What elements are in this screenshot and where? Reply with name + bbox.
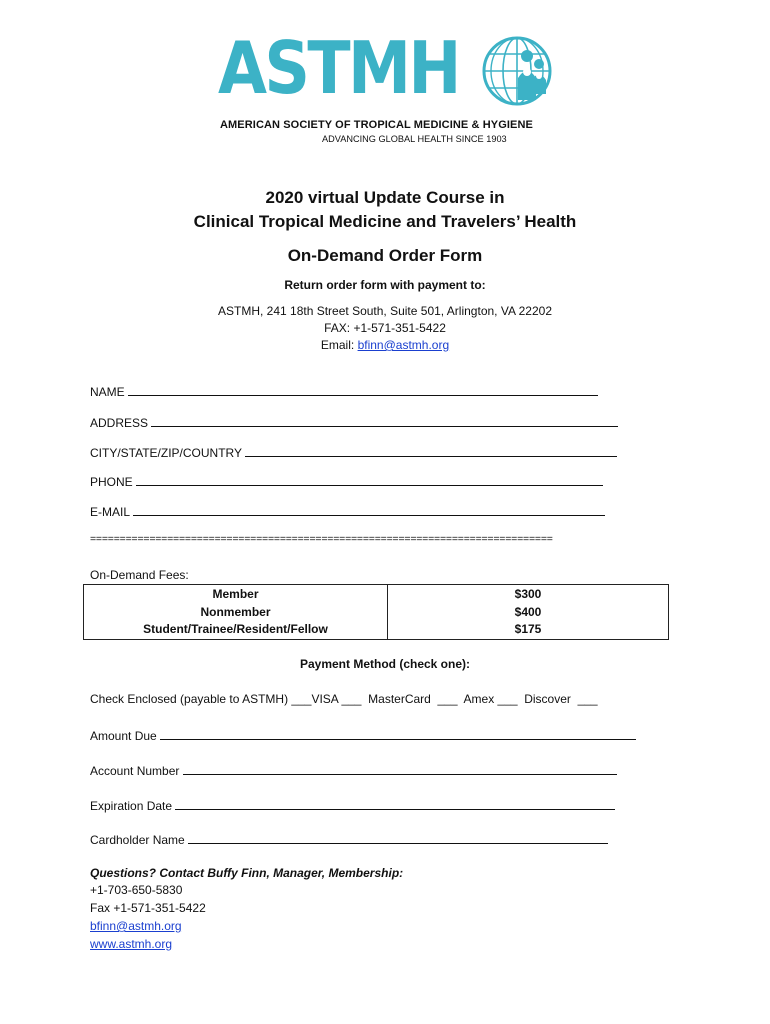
fees-table [83, 584, 669, 640]
contact-phone: +1-703-650-5830 [90, 883, 183, 897]
questions-contact: Questions? Contact Buffy Finn, Manager, Membership: [90, 866, 404, 880]
name-field[interactable] [90, 383, 598, 399]
expiration-date-line[interactable] [175, 797, 615, 810]
contact-fax: Fax +1-571-351-5422 [90, 901, 206, 915]
course-title-line2: Clinical Tropical Medicine and Travelers’ Health [193, 212, 577, 231]
phone-field[interactable] [90, 473, 603, 489]
email-link[interactable]: bfinn@astmh.org [357, 338, 450, 352]
cardholder-name-line[interactable] [188, 831, 608, 844]
email-field[interactable] [90, 503, 605, 519]
address-field[interactable] [90, 414, 618, 430]
return-label: Return order form with payment to: [284, 278, 486, 292]
email-prefix: Email: [320, 338, 358, 352]
amount-due-field[interactable] [90, 727, 636, 743]
logo-tagline: ADVANCING GLOBAL HEALTH SINCE 1903 [322, 134, 507, 144]
amount-due-label: Amount Due [90, 729, 157, 743]
account-number-line[interactable] [183, 762, 617, 775]
amount-due-line[interactable] [160, 727, 636, 740]
email-field-line[interactable] [133, 503, 605, 516]
globe-people-icon [480, 34, 554, 108]
fee-type-nonmember: Nonmember [200, 604, 271, 619]
fee-types-cell [84, 585, 388, 640]
contact-email-link[interactable]: bfinn@astmh.org [90, 919, 182, 933]
website-link[interactable]: www.astmh.org [90, 937, 173, 951]
expiration-date-field[interactable] [90, 797, 615, 813]
name-label: NAME [90, 385, 125, 399]
fee-type-member: Member [212, 587, 259, 601]
fees-label: On-Demand Fees: [90, 568, 189, 582]
address-line[interactable] [151, 414, 618, 427]
phone-label: PHONE [90, 475, 133, 489]
cardholder-name-label: Cardholder Name [90, 833, 185, 847]
astmh-logo [218, 26, 558, 146]
city-line[interactable] [245, 444, 617, 457]
email-field-label: E-MAIL [90, 505, 130, 519]
fee-price-member: $300 [514, 587, 542, 601]
course-title-line1: 2020 virtual Update Course in [265, 188, 505, 207]
fee-prices-cell [388, 585, 669, 640]
fax-number: FAX: +1-571-351-5422 [324, 321, 446, 335]
separator-line: ============================================================================== [90, 533, 553, 545]
fee-type-student: Student/Trainee/Resident/Fellow [143, 622, 328, 636]
cardholder-name-field[interactable] [90, 831, 608, 847]
payment-options[interactable]: Check Enclosed (payable to ASTMH) ___VISA ___ MasterCard ___ Amex ___ Discover ___ [90, 692, 598, 706]
name-line[interactable] [128, 383, 598, 396]
email-line [0, 338, 770, 352]
city-label: CITY/STATE/ZIP/COUNTRY [90, 446, 242, 460]
city-field[interactable] [90, 444, 617, 460]
mailing-address: ASTMH, 241 18th Street South, Suite 501, Arlington, VA 22202 [218, 304, 552, 318]
account-number-field[interactable] [90, 762, 617, 778]
fee-price-nonmember: $400 [514, 604, 542, 619]
account-number-label: Account Number [90, 764, 180, 778]
expiration-date-label: Expiration Date [90, 799, 173, 813]
fee-price-student: $175 [514, 622, 542, 636]
form-title: On-Demand Order Form [287, 246, 483, 265]
phone-line[interactable] [136, 473, 603, 486]
logo-wordmark: ASTMH [218, 26, 459, 110]
logo-org-name: AMERICAN SOCIETY OF TROPICAL MEDICINE & HYGIENE [220, 119, 533, 131]
address-label: ADDRESS [90, 416, 149, 430]
payment-method-title: Payment Method (check one): [299, 657, 471, 671]
